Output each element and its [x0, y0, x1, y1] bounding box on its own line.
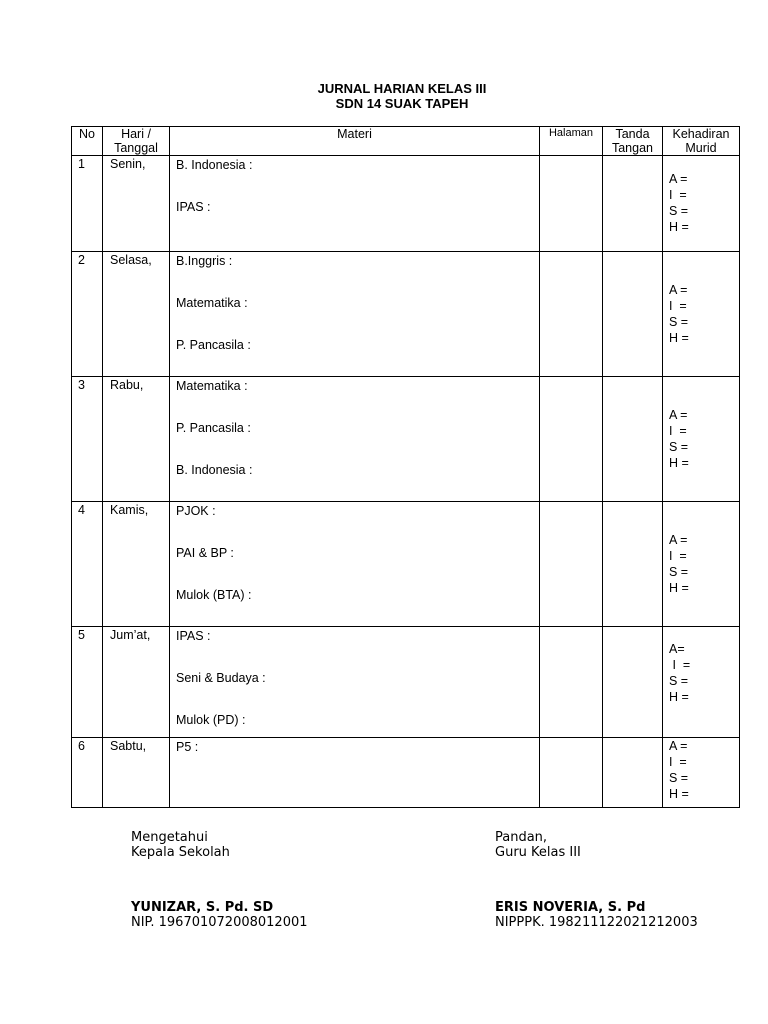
halaman-cell — [540, 156, 603, 252]
attendance-alpha: A = — [669, 533, 688, 547]
teacher-signature — [495, 900, 698, 930]
attendance-hadir: H = — [669, 581, 689, 595]
signature-cell — [603, 627, 663, 738]
attendance-cell — [663, 252, 740, 377]
row-materi — [170, 377, 540, 502]
attendance-sakit: S = — [669, 565, 689, 579]
document-title: JURNAL HARIAN KELAS III — [317, 81, 487, 96]
signature-cell — [603, 502, 663, 627]
attendance-cell — [663, 738, 740, 808]
row-number: 4 — [72, 502, 103, 627]
row-number: 6 — [72, 738, 103, 808]
subject-entry: Mulok (PD) : — [176, 713, 246, 727]
subject-entry: PJOK : — [176, 504, 216, 518]
attendance-alpha: A = — [669, 408, 688, 422]
header-signature-line2: Tangan — [611, 141, 653, 155]
header-day — [103, 127, 170, 156]
subject-entry: IPAS : — [176, 200, 211, 214]
attendance-cell — [663, 156, 740, 252]
place-date-label: Pandan, — [495, 830, 548, 845]
header-attendance-line2: Murid — [685, 141, 717, 155]
subject-entry: Mulok (BTA) : — [176, 588, 252, 602]
journal-table — [71, 126, 740, 808]
subject-entry: P. Pancasila : — [176, 338, 251, 352]
row-materi — [170, 156, 540, 252]
attendance-izin: I = — [669, 424, 687, 438]
row-number: 5 — [72, 627, 103, 738]
acknowledged-label: Mengetahui — [131, 830, 208, 845]
table-header-row — [72, 127, 740, 156]
header-attendance-line1: Kehadiran — [672, 127, 730, 141]
row-number: 1 — [72, 156, 103, 252]
table-row — [72, 627, 740, 738]
attendance-sakit: S = — [669, 440, 689, 454]
row-day: Senin, — [103, 156, 170, 252]
halaman-cell — [540, 738, 603, 808]
row-materi — [170, 627, 540, 738]
subject-entry: P5 : — [176, 740, 199, 754]
header-attendance — [663, 127, 740, 156]
signature-cell — [603, 252, 663, 377]
row-day: Rabu, — [103, 377, 170, 502]
attendance-cell — [663, 377, 740, 502]
header-day-line1: Hari / — [121, 127, 151, 141]
attendance-hadir: H = — [669, 690, 689, 704]
teacher-name: ERIS NOVERIA, S. Pd — [495, 900, 646, 915]
row-number: 3 — [72, 377, 103, 502]
attendance-sakit: S = — [669, 315, 689, 329]
header-materi: Materi — [170, 127, 540, 156]
header-signature — [603, 127, 663, 156]
attendance-alpha: A = — [669, 739, 688, 753]
halaman-cell — [540, 502, 603, 627]
subject-entry: B. Indonesia : — [176, 158, 253, 172]
row-day: Kamis, — [103, 502, 170, 627]
subject-entry: P. Pancasila : — [176, 421, 251, 435]
attendance-sakit: S = — [669, 674, 689, 688]
subject-entry: IPAS : — [176, 629, 211, 643]
principal-nip: NIP. 196701072008012001 — [131, 915, 308, 930]
attendance-izin: I = — [669, 549, 687, 563]
header-halaman: Halaman — [540, 127, 603, 156]
halaman-cell — [540, 377, 603, 502]
table-row — [72, 738, 740, 808]
attendance-izin: I = — [669, 658, 691, 672]
table-row — [72, 156, 740, 252]
attendance-izin: I = — [669, 299, 687, 313]
subject-entry: Seni & Budaya : — [176, 671, 266, 685]
principal-name: YUNIZAR, S. Pd. SD — [131, 900, 274, 915]
row-materi — [170, 502, 540, 627]
attendance-hadir: H = — [669, 456, 689, 470]
table-row — [72, 502, 740, 627]
attendance-hadir: H = — [669, 331, 689, 345]
subject-entry: B. Indonesia : — [176, 463, 253, 477]
attendance-hadir: H = — [669, 787, 689, 801]
row-day: Jum’at, — [103, 627, 170, 738]
principal-title: Kepala Sekolah — [131, 845, 230, 860]
signature-cell — [603, 156, 663, 252]
subject-entry: Matematika : — [176, 296, 248, 310]
signature-cell — [603, 377, 663, 502]
table-row — [72, 252, 740, 377]
attendance-cell — [663, 502, 740, 627]
header-day-line2: Tanggal — [114, 141, 158, 155]
school-name: SDN 14 SUAK TAPEH — [335, 96, 469, 111]
row-number: 2 — [72, 252, 103, 377]
principal-signature — [131, 900, 308, 930]
attendance-sakit: S = — [669, 771, 689, 785]
attendance-cell — [663, 627, 740, 738]
table-row — [72, 377, 740, 502]
halaman-cell — [540, 627, 603, 738]
header-no: No — [72, 127, 103, 156]
footer-right — [495, 830, 581, 860]
attendance-sakit: S = — [669, 204, 689, 218]
teacher-nip: NIPPPK. 198211122021212003 — [495, 915, 698, 930]
attendance-izin: I = — [669, 188, 687, 202]
teacher-title: Guru Kelas III — [495, 845, 581, 860]
attendance-izin: I = — [669, 755, 687, 769]
row-day: Sabtu, — [103, 738, 170, 808]
header-signature-line1: Tanda — [615, 127, 650, 141]
attendance-alpha: A = — [669, 283, 688, 297]
signature-cell — [603, 738, 663, 808]
attendance-alpha: A= — [669, 642, 685, 656]
row-day: Selasa, — [103, 252, 170, 377]
attendance-hadir: H = — [669, 220, 689, 234]
subject-entry: PAI & BP : — [176, 546, 234, 560]
row-materi — [170, 252, 540, 377]
attendance-alpha: A = — [669, 172, 688, 186]
subject-entry: B.Inggris : — [176, 254, 233, 268]
row-materi — [170, 738, 540, 808]
halaman-cell — [540, 252, 603, 377]
subject-entry: Matematika : — [176, 379, 248, 393]
footer-left — [131, 830, 230, 860]
